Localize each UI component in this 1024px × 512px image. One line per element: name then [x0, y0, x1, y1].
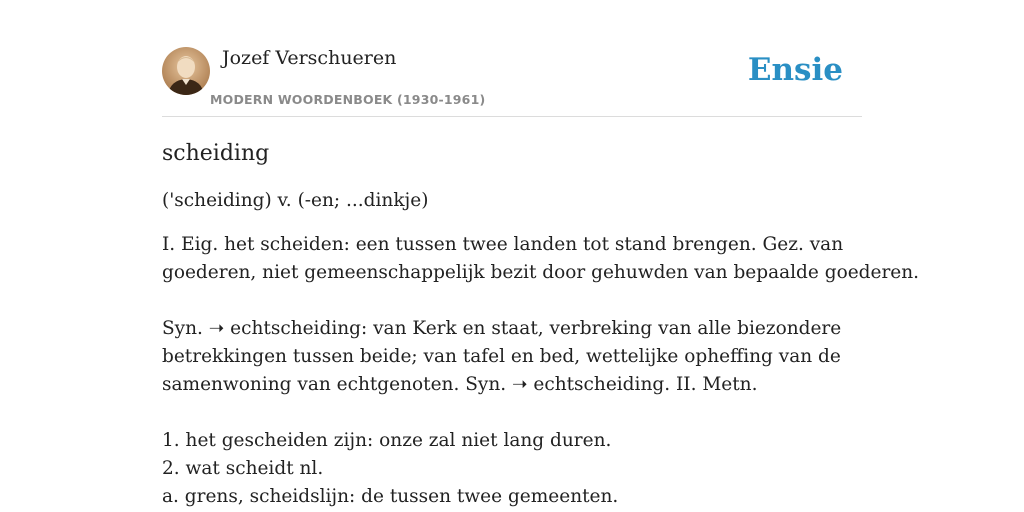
author-name[interactable]: Jozef Verschueren: [222, 47, 397, 69]
definition-line: Syn. ➝ echtscheiding: van Kerk en staat, verbreking van alle biezondere: [162, 318, 842, 339]
definition-line: goederen, niet gemeenschappelijk bezit door gehuwden van bepaalde goederen.: [162, 262, 920, 283]
brand-logo[interactable]: Ensie: [747, 52, 843, 88]
definition-paragraph: [162, 231, 920, 287]
definition-line: betrekkingen tussen beide; van tafel en bed, wettelijke opheffing van de: [162, 346, 841, 367]
definition-paragraph: [162, 427, 862, 511]
grammar-info: ('scheiding) v. (-en; ...dinkje): [162, 190, 429, 211]
definition-paragraph: [162, 315, 862, 399]
entry-content: [162, 137, 920, 511]
definition-line: a. grens, scheidslijn: de tussen twee gemeenten.: [162, 486, 619, 507]
dictionary-source[interactable]: MODERN WOORDENBOEK (1930-1961): [210, 92, 486, 107]
author-portrait-icon: [162, 47, 210, 95]
definition-line: samenwoning van echtgenoten. Syn. ➝ echtscheiding. II. Metn.: [162, 374, 758, 395]
definition-line: 2. wat scheidt nl.: [162, 458, 324, 479]
entry-header: [162, 46, 862, 117]
definition-line: I. Eig. het scheiden: een tussen twee landen tot stand brengen. Gez. van: [162, 234, 844, 255]
headword: scheiding: [162, 141, 270, 166]
definition-line: 1. het gescheiden zijn: onze zal niet lang duren.: [162, 430, 612, 451]
author-avatar[interactable]: [162, 47, 210, 95]
